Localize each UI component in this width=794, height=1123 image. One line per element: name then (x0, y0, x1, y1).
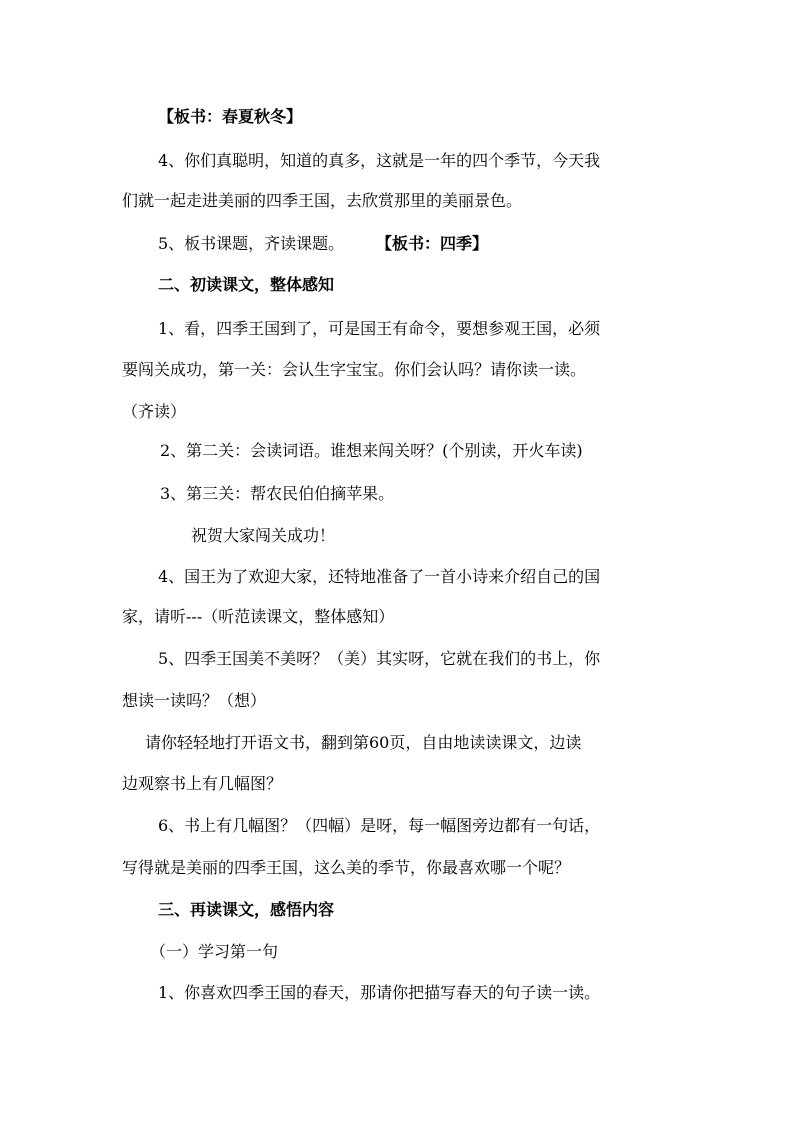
board-note-seasons: 【板书：春夏秋冬】 (158, 107, 303, 126)
paragraph-line: 5、板书课题，齐读课题。 (158, 234, 345, 253)
paragraph-line: 请你轻轻地打开语文书，翻到第60页，自由地读读课文，边读 (145, 733, 582, 752)
paragraph-line: 4、你们真聪明，知道的真多，这就是一年的四个季节，今天我 (158, 151, 601, 170)
subsection-heading: （一）学习第一句 (150, 942, 279, 961)
paragraph-line: 6、书上有几幅图？（四幅）是呀，每一幅图旁边都有一句话， (158, 816, 601, 835)
paragraph-line: 3、第三关：帮农民伯伯摘苹果。 (160, 484, 395, 503)
paragraph-line: 5、四季王国美不美呀？（美）其实呀，它就在我们的书上，你 (158, 649, 601, 668)
paragraph-line: 想读一读吗？（想） (122, 691, 267, 710)
paragraph-line: 4、国王为了欢迎大家，还特地准备了一首小诗来介绍自己的国 (158, 567, 601, 586)
board-note-title: 【板书：四季】 (376, 234, 489, 253)
section-heading: 二、初读课文，整体感知 (158, 275, 335, 294)
paragraph-line: 边观察书上有几幅图？ (122, 774, 283, 793)
paragraph-line: 要闯关成功，第一关：会认生字宝宝。你们会认吗？请你读一读。 (122, 360, 587, 379)
paragraph-line: 家，请听---（听范读课文，整体感知） (122, 607, 395, 626)
paragraph-line: 们就一起走进美丽的四季王国，去欣赏那里的美丽景色。 (122, 191, 523, 210)
section-heading: 三、再读课文，感悟内容 (158, 900, 335, 919)
paragraph-line: （齐读） (122, 402, 187, 421)
paragraph-line: 1、看，四季王国到了，可是国王有命令，要想参观王国，必须 (158, 319, 601, 338)
paragraph-line: 写得就是美丽的四季王国，这么美的季节，你最喜欢哪一个呢？ (122, 858, 571, 877)
paragraph-line: 祝贺大家闯关成功！ (191, 526, 336, 545)
paragraph-line: 2、第二关：会读词语。谁想来闯关呀？(个别读，开火车读) (160, 441, 583, 460)
paragraph-line: 1、你喜欢四季王国的春天，那请你把描写春天的句子读一读。 (158, 983, 601, 1002)
